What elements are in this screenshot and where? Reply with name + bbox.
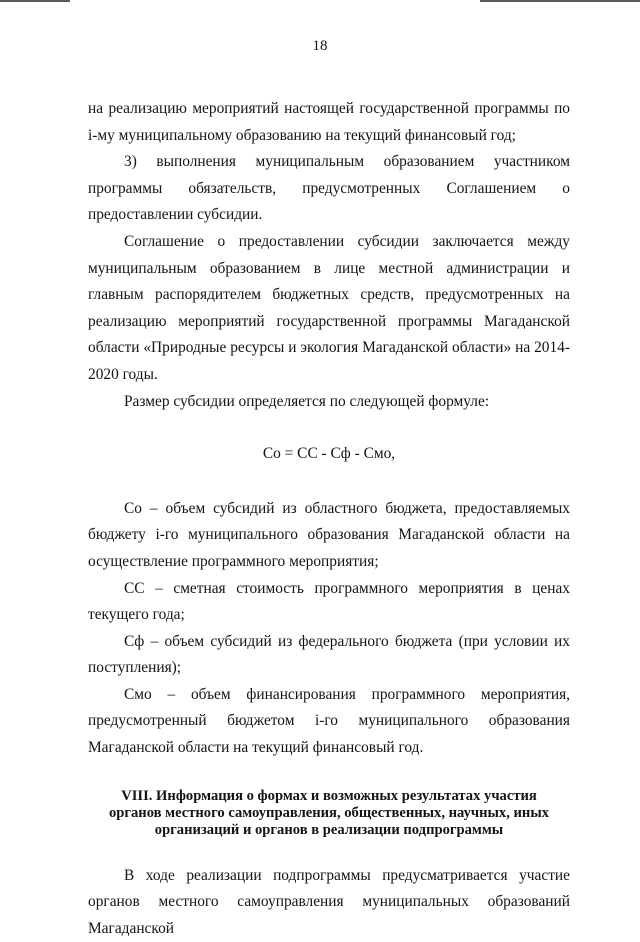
scan-edge-line-left bbox=[0, 0, 70, 2]
paragraph-5: Со – объем субсидий из областного бюджета, предоставляемых бюджету i-го муниципального образования Магаданской области на осуществление программного мероприятия; bbox=[88, 499, 570, 570]
paragraph-6: СС – сметная стоимость программного мероприятия в ценах текущего года; bbox=[88, 579, 570, 624]
section-heading-line-3: организаций и органов в реализации подпрограммы bbox=[154, 821, 504, 838]
document-body bbox=[88, 96, 570, 942]
paragraph-3: Соглашение о предоставлении субсидии заключается между муниципальным образованием в лице местной администрации и главным распорядителем бюджетных средств, предусмотренных на реализацию мероприятий государственной программы Магаданской области «Природные ресурсы и экология Магаданской области» на 2014-2020 годы. bbox=[88, 232, 570, 383]
paragraph-2: 3) выполнения муниципальным образованием участником программы обязательств, предусмотренных Соглашением о предоставлении субсидии. bbox=[88, 153, 570, 224]
paragraph-7: Сф – объем субсидий из федерального бюджета (при условии их поступления); bbox=[88, 632, 570, 677]
section-heading bbox=[88, 788, 570, 839]
section-heading-line-1: VIII. Информация о формах и возможных результатах участия bbox=[121, 787, 537, 804]
paragraph-8: Смо – объем финансирования программного мероприятия, предусмотренный бюджетом i-го муниципального образования Магаданской области на текущий финансовый год. bbox=[88, 685, 570, 757]
scan-edge-line-right bbox=[480, 0, 640, 2]
paragraph-9: В ходе реализации подпрограммы предусматривается участие органов местного самоуправления муниципальных образований Магаданской bbox=[88, 866, 570, 937]
page-number: 18 bbox=[312, 38, 328, 54]
paragraph-1: на реализацию мероприятий настоящей государственной программы по i-му муниципальному образованию на текущий финансовый год; bbox=[88, 100, 570, 144]
paragraph-4: Размер субсидии определяется по следующей формуле: bbox=[124, 392, 490, 410]
formula: Со = СС - Сф - Смо, bbox=[262, 445, 396, 463]
section-heading-line-2: органов местного самоуправления, общественных, научных, иных bbox=[108, 804, 550, 821]
